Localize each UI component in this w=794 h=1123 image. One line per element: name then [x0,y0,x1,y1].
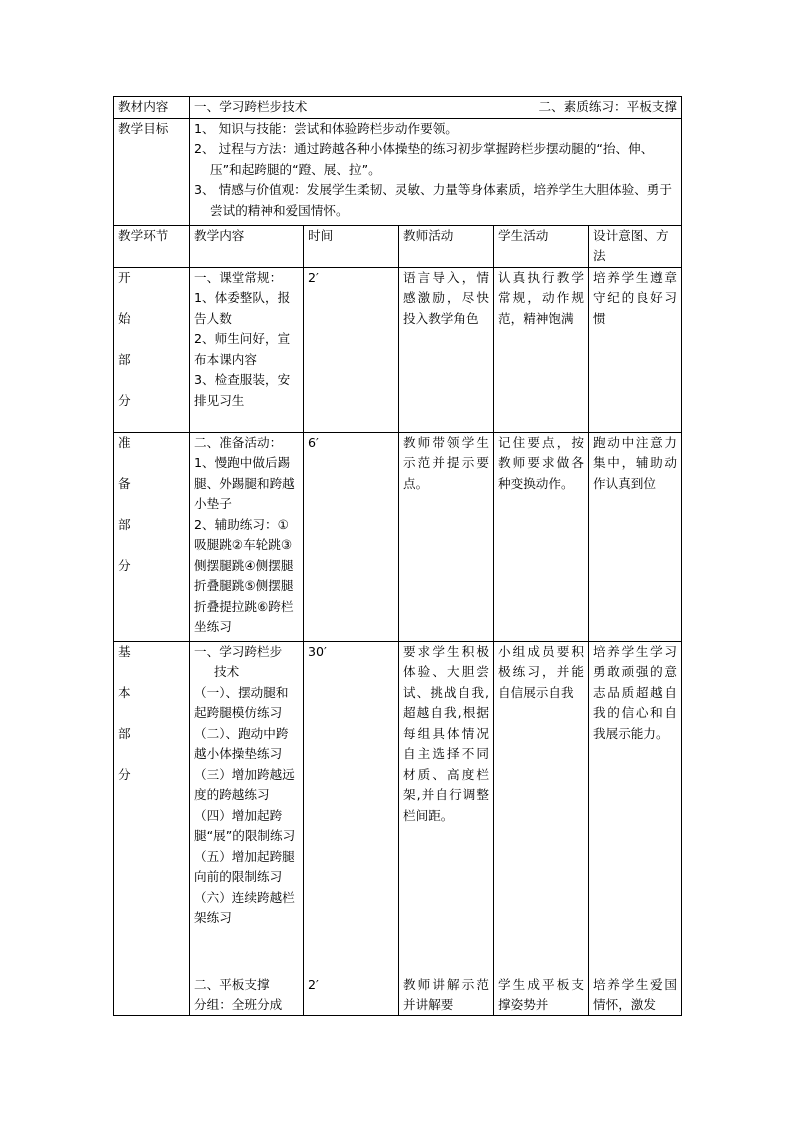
col-header-time: 时间 [304,225,399,267]
lesson-plan-table [113,96,682,1016]
section-content: 一、课堂常规： 1、体委整队，报告人数 2、师生问好，宣布本课内容 3、检查服装，安排见习生 [190,267,304,432]
teacher-activity: 语言导入，情感激励，尽快投入教学角色 [399,267,494,432]
plank-content: 二、平板支撑 分组：全班分成 [194,976,283,1012]
col-header-phase: 教学环节 [114,225,190,267]
topic-one: 一、学习跨栏步技术 [194,99,308,114]
col-header-design: 设计意图、方法 [589,225,682,267]
section-content: 二、准备活动： 1、慢跑中做后踢腿、外踢腿和跨越小垫子 2、辅助练习：①吸腿跳②车轮跳③侧摆腿跳④侧摆腿折叠腿跳⑤侧摆腿折叠提拉跳⑥跨栏坐练习 [190,432,304,641]
design-intent: 培养学生学习勇敢顽强的意志品质超越自我的信心和自我展示能力。 培养学生爱国情怀，激发 [589,641,682,1015]
material-content [190,97,682,119]
teacher-activity: 要求学生积极体验、大胆尝试、挑战自我,超越自我,根据每组具体情况自主选择不同材质、高度栏架,并自行调整栏间距。 教师讲解示范并讲解要 [399,641,494,1015]
phase-label: 基 本 部 分 [114,641,190,1015]
section-time: 6′ [304,432,399,641]
section-row-main [114,641,682,1015]
material-row [114,97,682,119]
phase-label: 开 始 部 分 [114,267,190,432]
goals-row [114,118,682,225]
goal-item: 1、 知识与技能：尝试和体验跨栏步动作要领。 [194,120,458,136]
design-intent: 跑动中注意力集中，辅助动作认真到位 [589,432,682,641]
section-row-opening [114,267,682,432]
phase-label: 准 备 部 分 [114,432,190,641]
plank-time: 2′ [308,976,319,992]
col-header-content: 教学内容 [190,225,304,267]
student-activity: 记住要点，按教师要求做各种变换动作。 [494,432,589,641]
design-intent: 培养学生遵章守纪的良好习惯 [589,267,682,432]
goal-item: 3、 情感与价值观：发展学生柔韧、灵敏、力量等身体素质，培养学生大胆体验、勇于尝试的精神和爱国情怀。 [194,182,672,218]
col-header-teacher: 教师活动 [399,225,494,267]
column-header-row [114,225,682,267]
section-time: 30′ 2′ [304,641,399,1015]
student-activity: 小组成员要积极练习，并能自信展示自我 学生成平板支撑姿势并 [494,641,589,1015]
goals-content [190,118,682,225]
section-content: 一、学习跨栏步 技术 （一）、摆动腿和起跨腿模仿练习 （二）、跑动中跨越小体操垫练习 （三）增加跨越远度的跨越练习 （四）增加起跨腿“展”的限制练习 （五）增加起跨腿向前的限制练习 （六）连续跨越栏架练习 二、平板支撑 分组：全班分成 [190,641,304,1015]
goals-label: 教学目标 [114,118,190,225]
material-label: 教材内容 [114,97,190,119]
plank-teacher: 教师讲解示范并讲解要 [403,976,489,1012]
goal-item: 2、 过程与方法：通过跨越各种小体操垫的练习初步掌握跨栏步摆动腿的“抬、伸、压”和起跨腿的“蹬、展、拉”。 [194,141,654,177]
section-time: 2′ [304,267,399,432]
col-header-student: 学生活动 [494,225,589,267]
topic-two: 二、素质练习：平板支撑 [538,99,678,114]
plank-design: 培养学生爱国情怀，激发 [593,976,678,1012]
section-row-preparation [114,432,682,641]
plank-student: 学生成平板支撑姿势并 [498,976,584,1012]
student-activity: 认真执行教学常规，动作规范，精神饱满 [494,267,589,432]
teacher-activity: 教师带领学生示范并提示要点。 [399,432,494,641]
